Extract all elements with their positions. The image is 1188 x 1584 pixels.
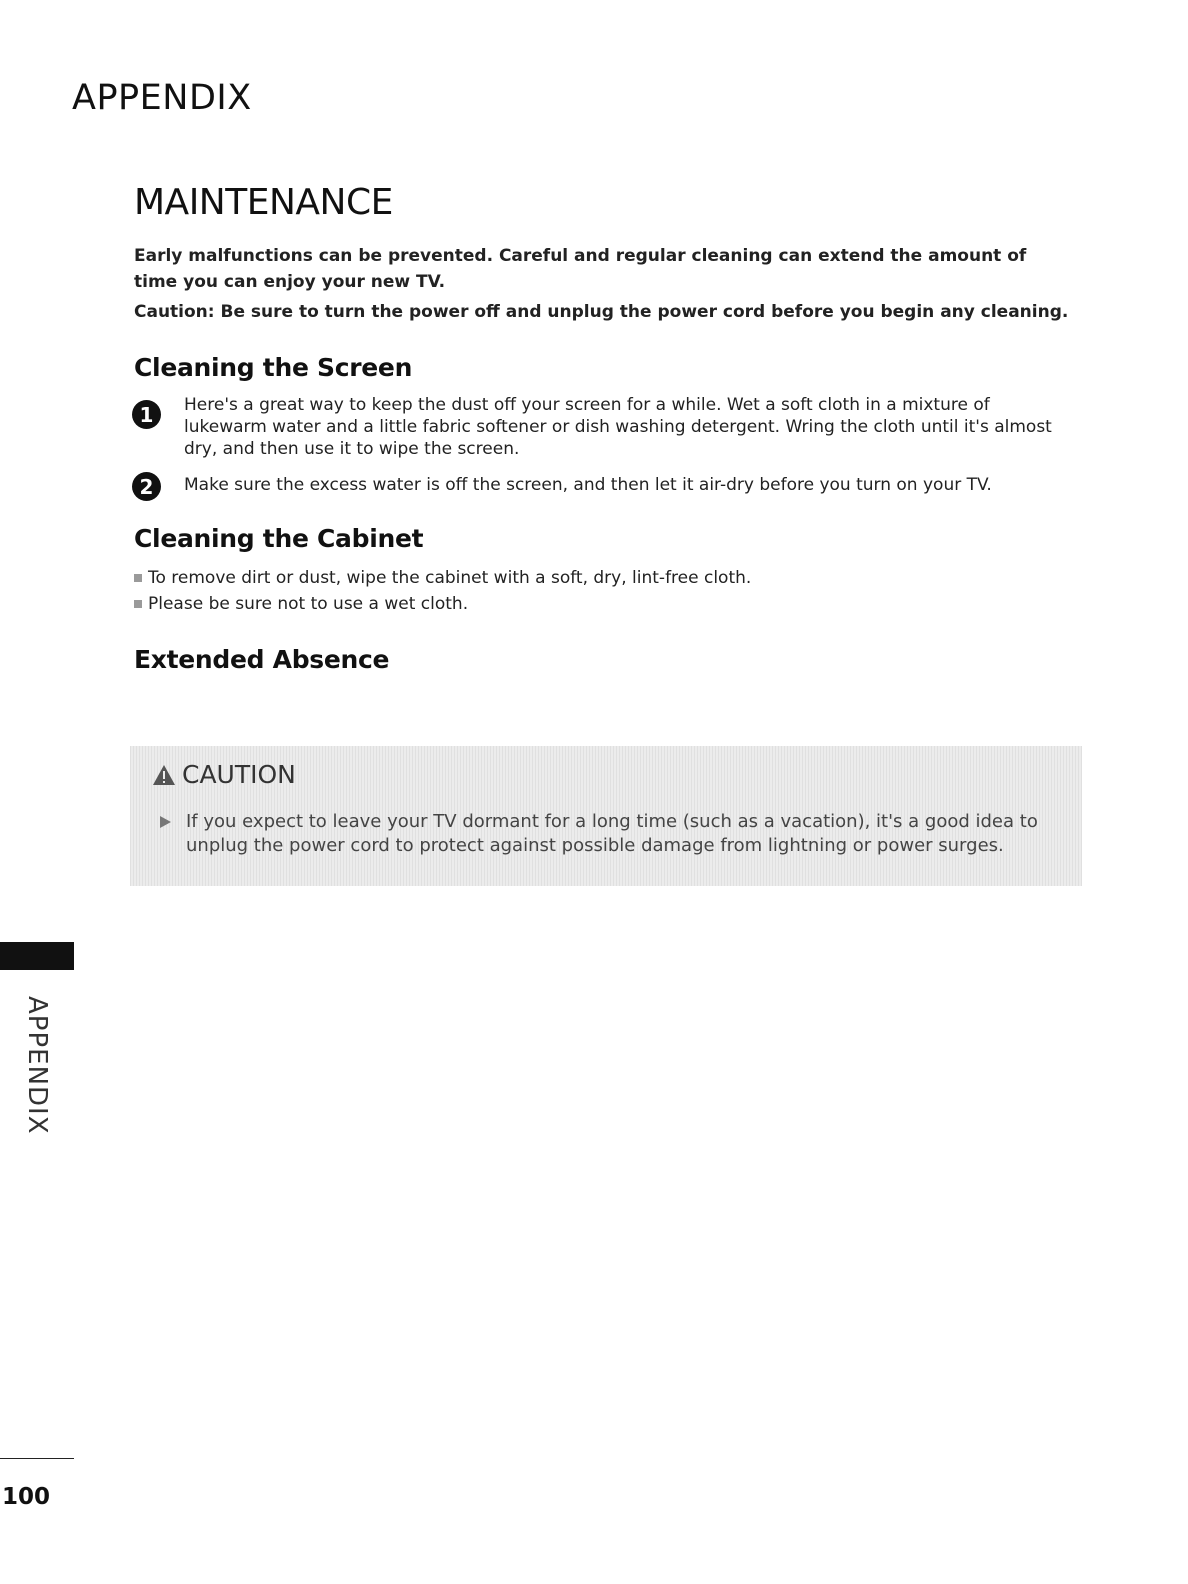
step-item xyxy=(134,474,1074,499)
section-tab-marker xyxy=(0,942,74,970)
step-item xyxy=(134,394,1074,460)
bullet-text: Please be sure not to use a wet cloth. xyxy=(148,594,469,614)
cabinet-bullet-list xyxy=(134,565,1074,617)
page-number: 100 xyxy=(2,1484,51,1510)
page-title: MAINTENANCE xyxy=(134,182,393,223)
square-bullet-icon xyxy=(134,600,142,608)
caution-title-text: CAUTION xyxy=(182,760,296,789)
step-text: Here's a great way to keep the dust off your screen for a while. Wet a soft cloth in a mixture of lukewarm water and a little fabric softener or dish washing detergent. Wring the cloth until it's almost dry, and then use it to wipe the screen. xyxy=(184,395,1052,459)
step-number-badge: 1 xyxy=(132,400,161,429)
main-content xyxy=(134,182,1074,686)
step-text: Make sure the excess water is off the screen, and then let it air-dry before you turn on your TV. xyxy=(184,475,992,495)
side-section-label: APPENDIX xyxy=(22,996,52,1135)
bullet-text: To remove dirt or dust, wipe the cabinet with a soft, dry, lint-free cloth. xyxy=(148,568,752,588)
arrow-right-icon xyxy=(160,816,171,828)
cleaning-screen-heading: Cleaning the Screen xyxy=(134,353,413,382)
caution-box xyxy=(130,746,1082,886)
list-item xyxy=(134,565,1074,591)
cleaning-cabinet-heading: Cleaning the Cabinet xyxy=(134,524,424,553)
extended-absence-heading: Extended Absence xyxy=(134,645,390,674)
intro-paragraph: Early malfunctions can be prevented. Careful and regular cleaning can extend the amount of time you can enjoy your new TV. xyxy=(134,246,1027,292)
caution-title xyxy=(152,760,296,789)
list-item xyxy=(134,591,1074,617)
footer-divider xyxy=(0,1458,74,1459)
caution-text: If you expect to leave your TV dormant for a long time (such as a vacation), it's a good idea to unplug the power cord to protect against possible damage from lightning or power surges. xyxy=(186,811,1038,856)
intro-caution: Caution: Be sure to turn the power off and unplug the power cord before you begin any cleaning. xyxy=(134,302,1069,322)
section-header: APPENDIX xyxy=(72,78,252,118)
warning-triangle-icon xyxy=(152,764,176,786)
step-number-badge: 2 xyxy=(132,472,161,501)
square-bullet-icon xyxy=(134,574,142,582)
